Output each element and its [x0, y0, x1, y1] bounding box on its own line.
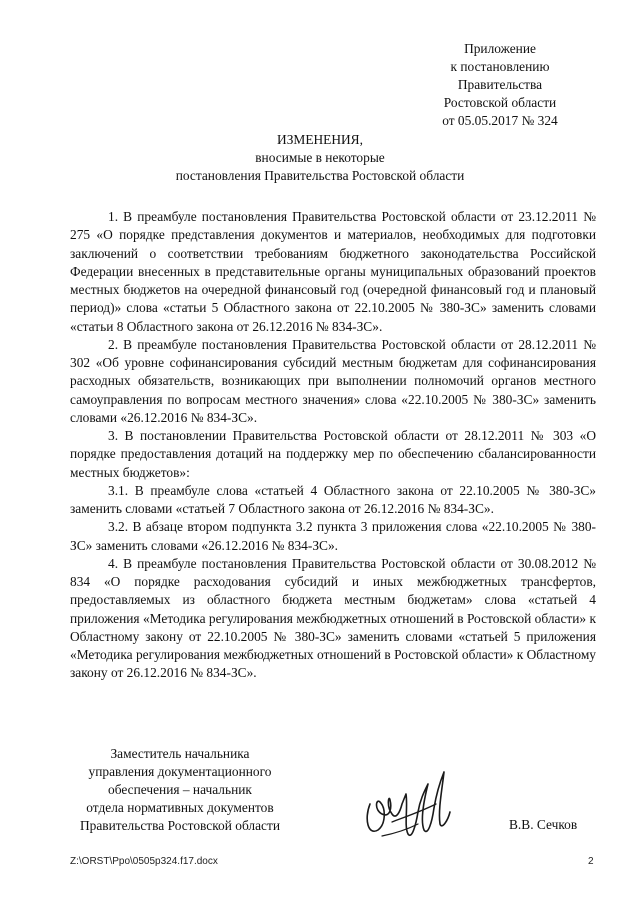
- paragraph-3: 3. В постановлении Правительства Ростовской области от 28.12.2011 № 303 «О порядке предоставления дотаций на поддержку мер по обеспечению сбалансированности местных бюджетов»:: [70, 428, 596, 480]
- title-line: постановления Правительства Ростовской области: [175, 168, 465, 183]
- position-line: Заместитель начальника: [110, 746, 250, 761]
- paragraph-1: 1. В преамбуле постановления Правительства Ростовской области от 23.12.2011 № 275 «О порядке представления документов и материалов, необходимых для подготовки заключений о соответствии требованиям бюджетного законодательства Российской Федерации внесенных в представительные органы муниципальных образований проектов местных бюджетов на очередной финансовый год (очередной финансовый год и плановый период)» слова «статьи 5 Областного закона от 22.10.2005 № 380-ЗС» заменить словами «статьи 8 Областного закона от 26.12.2016 № 834-ЗС».: [70, 209, 596, 334]
- appendix-block: [420, 40, 580, 130]
- position-line: отдела нормативных документов: [86, 800, 274, 815]
- paragraph-4: 4. В преамбуле постановления Правительства Ростовской области от 30.08.2012 № 834 «О порядке расходования субсидий и иных межбюджетных трансфертов, предоставляемых из областного бюджета местным бюджетам» слова «статьей 4 приложения «Методика регулирования межбюджетных отношений в Ростовской области» к Областному закону от 22.10.2005 № 380-ЗС» заменить словами «статьей 5 приложения «Методика регулирования межбюджетных отношений в Ростовской области» к Областному закону от 26.12.2016 № 834-ЗС».: [70, 555, 596, 681]
- document-title: [70, 131, 570, 185]
- page-number: 2: [588, 856, 594, 867]
- handwritten-signature: [362, 764, 454, 846]
- document-body: [70, 208, 596, 683]
- appendix-line: Ростовской области: [443, 95, 557, 110]
- position-line: управления документационного: [88, 764, 272, 779]
- paragraph-2: 2. В преамбуле постановления Правительства Ростовской области от 28.12.2011 № 302 «Об уровне софинансирования субсидий местным бюджетам для софинансирования расходных обязательств, возникающих при выполнении полномочий органов местного самоуправления по вопросам местного значения» слова «22.10.2005 № 380-ЗС» заменить словами «26.12.2016 № 834-ЗС».: [70, 336, 596, 425]
- position-line: обеспечения – начальник: [108, 782, 252, 797]
- paragraph-3-2: 3.2. В абзаце втором подпункта 3.2 пункта 3 приложения слова «22.10.2005 № 380-ЗС» заменить словами «26.12.2016 № 834-ЗС».: [70, 519, 596, 553]
- appendix-line: Правительства: [457, 77, 543, 92]
- appendix-line: Приложение: [464, 41, 536, 56]
- title-line: вносимые в некоторые: [255, 150, 385, 165]
- signatory-position: [60, 745, 300, 835]
- position-line: Правительства Ростовской области: [79, 818, 281, 833]
- appendix-line: от 05.05.2017 № 324: [442, 113, 558, 128]
- footer-file-path: Z:\ORST\Ppo\0505p324.f17.docx: [70, 856, 218, 867]
- paragraph-3-1: 3.1. В преамбуле слова «статьей 4 Областного закона от 22.10.2005 № 380-ЗС» заменить словами «статьей 7 Областного закона от 26.12.2016 № 834-ЗС».: [70, 482, 596, 516]
- appendix-line: к постановлению: [450, 59, 550, 74]
- signatory-name: В.В. Сечков: [509, 817, 578, 832]
- title-heading: ИЗМЕНЕНИЯ,: [277, 132, 363, 147]
